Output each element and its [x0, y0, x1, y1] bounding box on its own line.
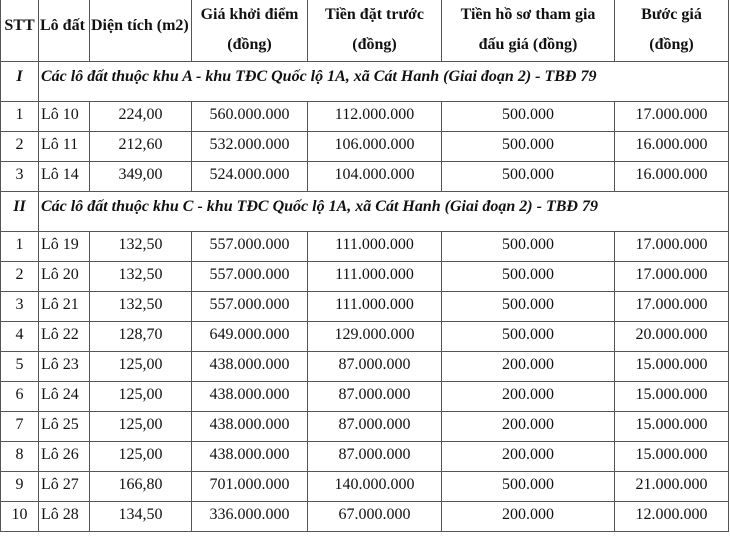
section-number: I [1, 62, 39, 102]
cell-lot: Lô 10 [39, 102, 90, 132]
table-row [1, 162, 729, 192]
cell-start-price: 438.000.000 [192, 442, 308, 472]
header-deposit [308, 0, 442, 62]
cell-start-price: 557.000.000 [192, 262, 308, 292]
cell-lot: Lô 25 [39, 412, 90, 442]
cell-fee: 200.000 [442, 412, 615, 442]
cell-deposit: 87.000.000 [308, 442, 442, 472]
table-row [1, 502, 729, 532]
cell-stt: 1 [1, 102, 39, 132]
cell-step: 15.000.000 [615, 352, 729, 382]
cell-step: 17.000.000 [615, 262, 729, 292]
cell-start-price: 438.000.000 [192, 352, 308, 382]
header-lot [39, 0, 90, 62]
cell-lot: Lô 27 [39, 472, 90, 502]
cell-stt: 7 [1, 412, 39, 442]
section-title: Các lô đất thuộc khu A - khu TĐC Quốc lộ 1A, xã Cát Hanh (Giai đoạn 2) - TBĐ 79 [39, 62, 729, 102]
cell-fee: 200.000 [442, 382, 615, 412]
cell-deposit: 112.000.000 [308, 102, 442, 132]
cell-area: 125,00 [90, 382, 192, 412]
cell-area: 132,50 [90, 292, 192, 322]
header-stt [1, 0, 39, 62]
cell-area: 125,00 [90, 352, 192, 382]
header-step [615, 0, 729, 62]
section-title: Các lô đất thuộc khu C - khu TĐC Quốc lộ 1A, xã Cát Hanh (Giai đoạn 2) - TBĐ 79 [39, 192, 729, 232]
cell-fee: 200.000 [442, 352, 615, 382]
table-row [1, 442, 729, 472]
cell-area: 132,50 [90, 262, 192, 292]
cell-fee: 200.000 [442, 502, 615, 532]
cell-deposit: 87.000.000 [308, 412, 442, 442]
cell-fee: 500.000 [442, 102, 615, 132]
cell-area: 349,00 [90, 162, 192, 192]
cell-lot: Lô 24 [39, 382, 90, 412]
table-row [1, 322, 729, 352]
cell-area: 132,50 [90, 232, 192, 262]
cell-fee: 500.000 [442, 162, 615, 192]
cell-stt: 10 [1, 502, 39, 532]
header-fee-line1: Tiền hồ sơ tham gia [460, 6, 596, 23]
cell-area: 125,00 [90, 412, 192, 442]
cell-deposit: 140.000.000 [308, 472, 442, 502]
header-start-price-line2: (đồng) [227, 36, 272, 53]
cell-deposit: 111.000.000 [308, 262, 442, 292]
cell-step: 15.000.000 [615, 382, 729, 412]
header-area-label: Diện tích (m2) [91, 17, 189, 34]
cell-start-price: 701.000.000 [192, 472, 308, 502]
cell-start-price: 557.000.000 [192, 232, 308, 262]
cell-stt: 2 [1, 132, 39, 162]
cell-stt: 5 [1, 352, 39, 382]
cell-stt: 6 [1, 382, 39, 412]
cell-fee: 500.000 [442, 262, 615, 292]
table-row [1, 412, 729, 442]
cell-area: 166,80 [90, 472, 192, 502]
cell-start-price: 524.000.000 [192, 162, 308, 192]
cell-stt: 3 [1, 162, 39, 192]
cell-fee: 500.000 [442, 472, 615, 502]
cell-start-price: 532.000.000 [192, 132, 308, 162]
cell-lot: Lô 23 [39, 352, 90, 382]
cell-step: 21.000.000 [615, 472, 729, 502]
cell-lot: Lô 22 [39, 322, 90, 352]
cell-deposit: 87.000.000 [308, 352, 442, 382]
cell-deposit: 111.000.000 [308, 232, 442, 262]
table-row [1, 102, 729, 132]
cell-fee: 200.000 [442, 442, 615, 472]
cell-stt: 8 [1, 442, 39, 472]
cell-fee: 500.000 [442, 232, 615, 262]
header-deposit-line2: (đồng) [352, 36, 397, 53]
header-row [1, 0, 729, 62]
cell-stt: 9 [1, 472, 39, 502]
table-row [1, 132, 729, 162]
cell-step: 17.000.000 [615, 232, 729, 262]
cell-start-price: 557.000.000 [192, 292, 308, 322]
header-stt-label: STT [4, 17, 35, 34]
table-row [1, 262, 729, 292]
cell-stt: 4 [1, 322, 39, 352]
cell-step: 12.000.000 [615, 502, 729, 532]
header-lot-label: Lô đất [40, 17, 85, 34]
table-row [1, 352, 729, 382]
header-fee [442, 0, 615, 62]
cell-lot: Lô 11 [39, 132, 90, 162]
cell-deposit: 129.000.000 [308, 322, 442, 352]
cell-stt: 2 [1, 262, 39, 292]
cell-lot: Lô 26 [39, 442, 90, 472]
cell-deposit: 67.000.000 [308, 502, 442, 532]
cell-area: 224,00 [90, 102, 192, 132]
cell-deposit: 87.000.000 [308, 382, 442, 412]
cell-start-price: 336.000.000 [192, 502, 308, 532]
cell-deposit: 104.000.000 [308, 162, 442, 192]
header-start-price [192, 0, 308, 62]
cell-step: 17.000.000 [615, 102, 729, 132]
header-fee-line2: đấu giá (đồng) [478, 36, 578, 53]
cell-step: 15.000.000 [615, 442, 729, 472]
cell-fee: 500.000 [442, 292, 615, 322]
table-row [1, 232, 729, 262]
cell-start-price: 649.000.000 [192, 322, 308, 352]
cell-start-price: 438.000.000 [192, 412, 308, 442]
cell-lot: Lô 28 [39, 502, 90, 532]
section-row [1, 62, 729, 102]
cell-deposit: 111.000.000 [308, 292, 442, 322]
cell-area: 212,60 [90, 132, 192, 162]
cell-start-price: 438.000.000 [192, 382, 308, 412]
cell-stt: 1 [1, 232, 39, 262]
table-row [1, 472, 729, 502]
cell-step: 20.000.000 [615, 322, 729, 352]
cell-fee: 500.000 [442, 132, 615, 162]
table-row [1, 292, 729, 322]
cell-lot: Lô 20 [39, 262, 90, 292]
cell-deposit: 106.000.000 [308, 132, 442, 162]
cell-step: 16.000.000 [615, 162, 729, 192]
cell-lot: Lô 21 [39, 292, 90, 322]
cell-stt: 3 [1, 292, 39, 322]
cell-step: 16.000.000 [615, 132, 729, 162]
header-area [90, 0, 192, 62]
cell-step: 17.000.000 [615, 292, 729, 322]
cell-fee: 500.000 [442, 322, 615, 352]
cell-start-price: 560.000.000 [192, 102, 308, 132]
cell-step: 15.000.000 [615, 412, 729, 442]
table-row [1, 382, 729, 412]
table-body [1, 62, 729, 532]
header-step-line2: (đồng) [649, 36, 694, 53]
header-deposit-line1: Tiền đặt trước [324, 6, 425, 23]
cell-lot: Lô 19 [39, 232, 90, 262]
section-row [1, 192, 729, 232]
cell-lot: Lô 14 [39, 162, 90, 192]
header-start-price-line1: Giá khởi điểm [200, 6, 299, 23]
cell-area: 128,70 [90, 322, 192, 352]
cell-area: 134,50 [90, 502, 192, 532]
header-step-line1: Bước giá [641, 6, 702, 23]
section-number: II [1, 192, 39, 232]
cell-area: 125,00 [90, 442, 192, 472]
